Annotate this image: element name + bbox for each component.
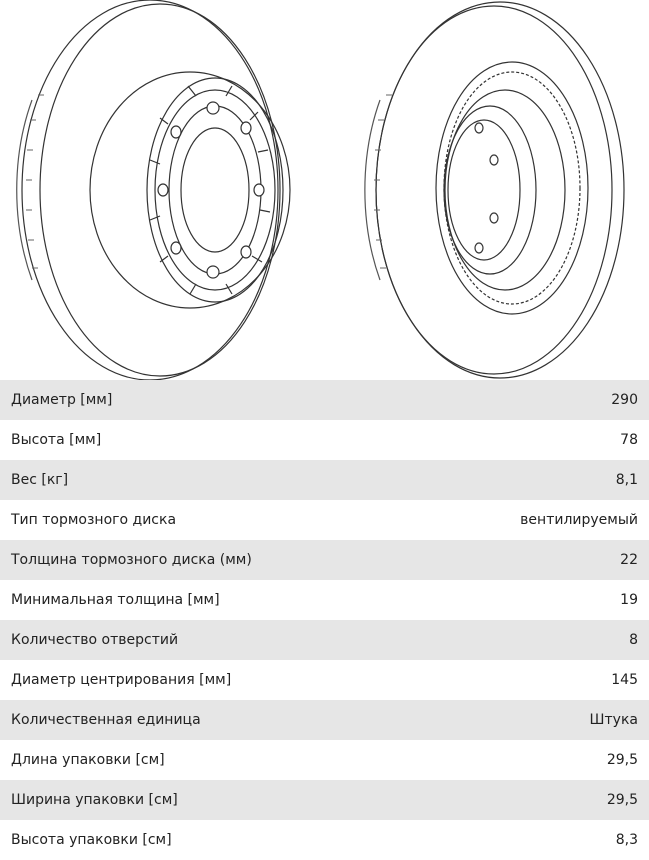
spec-row-diameter xyxy=(0,380,649,420)
spec-value: 145 xyxy=(611,672,638,688)
spec-value: 8,1 xyxy=(615,472,638,488)
spec-label: Толщина тормозного диска (мм) xyxy=(11,552,252,568)
spec-value: 19 xyxy=(620,592,638,608)
spec-label: Вес [кг] xyxy=(11,472,69,488)
spec-value: вентилируемый xyxy=(520,512,638,528)
spec-label: Минимальная толщина [мм] xyxy=(11,592,220,608)
brake-disc-drawing xyxy=(0,0,649,380)
spec-label: Высота упаковки [см] xyxy=(11,832,172,848)
specs-table xyxy=(0,380,649,860)
spec-row-package-height xyxy=(0,820,649,860)
spec-label: Количественная единица xyxy=(11,712,201,728)
spec-row-disc-type xyxy=(0,500,649,540)
spec-value: 8 xyxy=(629,632,638,648)
spec-row-holes-count xyxy=(0,620,649,660)
spec-row-quantity-unit xyxy=(0,700,649,740)
spec-value: 8,3 xyxy=(615,832,638,848)
spec-row-min-thickness xyxy=(0,580,649,620)
spec-label: Ширина упаковки [см] xyxy=(11,792,178,808)
right-disc-view xyxy=(365,2,624,378)
spec-label: Тип тормозного диска xyxy=(11,512,177,528)
spec-value: 290 xyxy=(611,392,638,408)
spec-label: Диаметр [мм] xyxy=(11,392,113,408)
spec-row-package-length xyxy=(0,740,649,780)
spec-label: Длина упаковки [см] xyxy=(11,752,165,768)
spec-value: 78 xyxy=(620,432,638,448)
spec-value: 29,5 xyxy=(606,752,638,768)
spec-row-height xyxy=(0,420,649,460)
spec-row-package-width xyxy=(0,780,649,820)
spec-label: Высота [мм] xyxy=(11,432,102,448)
spec-value: 22 xyxy=(620,552,638,568)
spec-row-centering-diameter xyxy=(0,660,649,700)
spec-value: Штука xyxy=(589,712,638,728)
product-drawing xyxy=(0,0,649,380)
left-disc-view xyxy=(17,0,290,380)
spec-value: 29,5 xyxy=(606,792,638,808)
spec-label: Количество отверстий xyxy=(11,632,179,648)
spec-row-disc-thickness xyxy=(0,540,649,580)
spec-row-weight xyxy=(0,460,649,500)
spec-label: Диаметр центрирования [мм] xyxy=(11,672,232,688)
